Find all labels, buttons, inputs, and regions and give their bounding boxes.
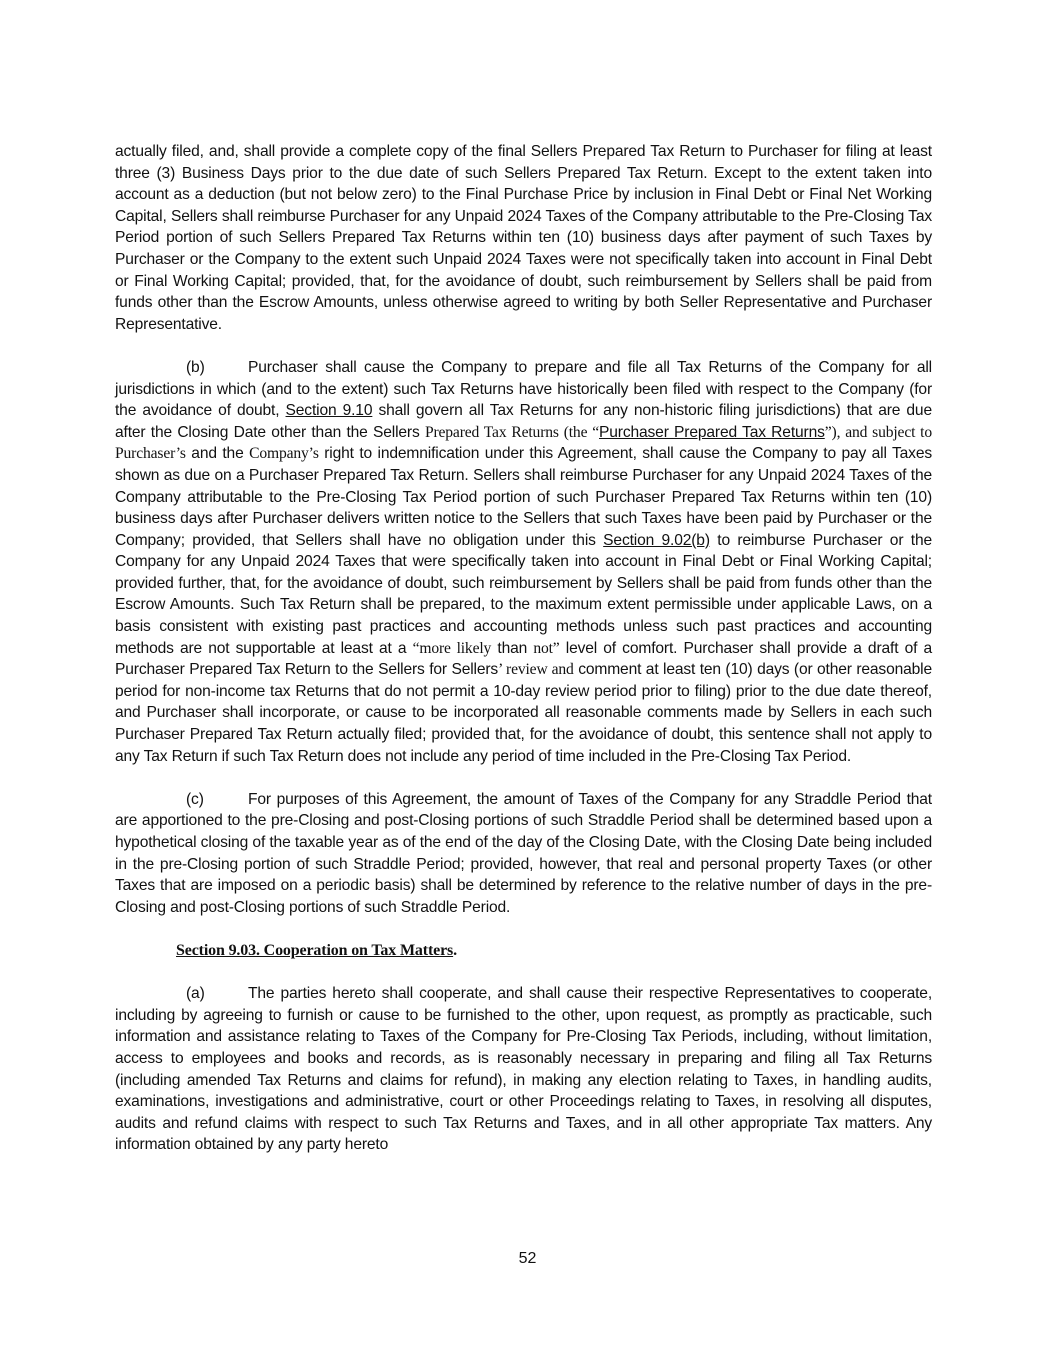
paragraph-b-text-10: than — [491, 639, 534, 657]
paragraph-b-text-14: comment at least ten (10) days (or other reasonable period for non-income tax Returns that do not permit a 10-day review period prior to filing) prior to the due date thereof, and Purchaser shall incorporate, or cause to be incorporated all reasonable comments made by Sellers in each such Purchaser Prepared Tax Return actually filed; provided that, for the avoidance of doubt, this sentence shall not apply to any Tax Return if such Tax Return does not include any period of time included in the Pre-Closing Tax Period. — [115, 661, 932, 765]
paragraph-b-text-6: Company’s — [249, 445, 319, 463]
paragraph-a-text: The parties hereto shall cooperate, and shall cause their respective Representatives to cooperate, including by agreeing to furnish or cause to be furnished to the other, upon request, as promptly as practicable, such information and assistance relating to Taxes of the Company for Pre-Closing Tax Periods, including, without limitation, access to employees and books and records, as is reasonably necessary in preparing and filing all Tax Returns (including amended Tax Returns and claims for refund), in making any election relating to Taxes, in handling audits, examinations, investigations and administrative, court or other Proceedings relating to Taxes, in resolving all disputes, audits and refund claims with respect to such Tax Returns and Taxes, and in all other appropriate Tax matters. Any information obtained by any party hereto — [115, 985, 932, 1154]
purchaser-prepared-tax-returns-term: Purchaser Prepared Tax Returns — [599, 423, 825, 441]
paragraph-b-text-1: Purchaser shall cause the Company to prepare and file all Tax Returns of the Company for all jurisdictions in which (and to the extent) such Tax Returns have historically been filed with respect to the Company (for the avoidance of doubt, — [115, 358, 932, 420]
section-9-10-reference: Section 9.10 — [285, 402, 373, 420]
paragraph-b-text-11: not” — [533, 639, 560, 657]
paragraph-b-text-12: level of comfort. Purchaser shall provide a draft of a Purchaser Prepared Tax Return to the Sellers for Sellers — [115, 639, 932, 679]
paragraph-b-text-7: right to indemnification under this Agreement, shall cause the Company to pay all Taxes shown as due on a Purchaser Prepared Tax Return. Sellers shall reimburse Purchaser for any Unpaid 2024 Taxes of the Company attributable to the Pre-Closing Tax Period portion of such Purchaser Prepared Tax Returns within ten (10) business days after Purchaser delivers written notice to the Sellers that such Taxes have been paid by Purchaser or the Company; provided, that Sellers shall have no obligation under this — [115, 445, 932, 549]
paragraph-a-cooperation — [115, 983, 932, 1156]
paragraph-b-text-2: shall govern all Tax Returns for any non-historic filing jurisdictions) that are due after the Closing Date other than the Sellers — [115, 402, 932, 441]
paragraph-c — [115, 789, 932, 919]
paragraph-b-text-4: ”), and subject to Purchaser’s — [115, 423, 932, 463]
paragraph-b-label: (b) — [186, 358, 205, 376]
paragraph-b-text-13: ’ review and — [498, 661, 574, 679]
paragraph-b-text-9: “more likely — [412, 639, 492, 657]
paragraph-c-label: (c) — [186, 790, 204, 808]
section-9-02b-reference: Section 9.02(b) — [603, 531, 710, 549]
paragraph-b-text-5: and the — [185, 445, 250, 463]
paragraph-b-text-8: to reimburse Purchaser or the Company for any Unpaid 2024 Taxes that were specifically taken into account in Final Debt or Final Working Capital; provided further, that, for the avoidance of doubt, such reimbursement by Sellers shall be paid from funds other than the Escrow Amounts. Such Tax Return shall be prepared, to the maximum extent permissible under applicable Laws, on a basis consistent with existing past practices and accounting methods unless such past practices and accounting methods are not supportable at least at a — [115, 531, 932, 657]
paragraph-c-text: For purposes of this Agreement, the amount of Taxes of the Company for any Straddle Period that are apportioned to the pre-Closing and post-Closing portions of such Straddle Period shall be determined based upon a hypothetical closing of the taxable year as of the end of the day of the Closing Date, with the Closing Date being included in the pre-Closing portion of such Straddle Period; provided, however, that real and personal property Taxes (or other Taxes that are imposed on a periodic basis) shall be determined by reference to the relative number of days in the pre-Closing and post-Closing portions of such Straddle Period. — [115, 790, 932, 916]
section-heading-period: . — [453, 941, 457, 959]
document-page — [115, 141, 932, 1178]
paragraph-b — [115, 357, 932, 767]
paragraph-b-text-3: Prepared Tax Returns (the “ — [424, 423, 600, 441]
page-number: 52 — [518, 1250, 537, 1267]
section-heading — [176, 940, 932, 962]
paragraph-a-continued: actually filed, and, shall provide a complete copy of the final Sellers Prepared Tax Return to Purchaser for filing at least three (3) Business Days prior to the due date of such Sellers Prepared Tax Return. Except to the extent taken into account as a deduction (but not below zero) to the Final Purchase Price by inclusion in Final Debt or Final Net Working Capital, Sellers shall reimburse Purchaser for any Unpaid 2024 Taxes of the Company attributable to the Pre-Closing Tax Period portion of such Sellers Prepared Tax Returns within ten (10) business days after payment of such Taxes by Purchaser or the Company to the extent such Unpaid 2024 Taxes were not specifically taken into account in Final Debt or Final Working Capital; provided, that, for the avoidance of doubt, such reimbursement by Sellers shall be paid from funds other than the Escrow Amounts, unless otherwise agreed to writing by both Seller Representative and Purchaser Representative. — [115, 143, 932, 333]
section-heading-text: Section 9.03. Cooperation on Tax Matters — [176, 941, 454, 959]
paragraph-a-label: (a) — [186, 985, 205, 1003]
